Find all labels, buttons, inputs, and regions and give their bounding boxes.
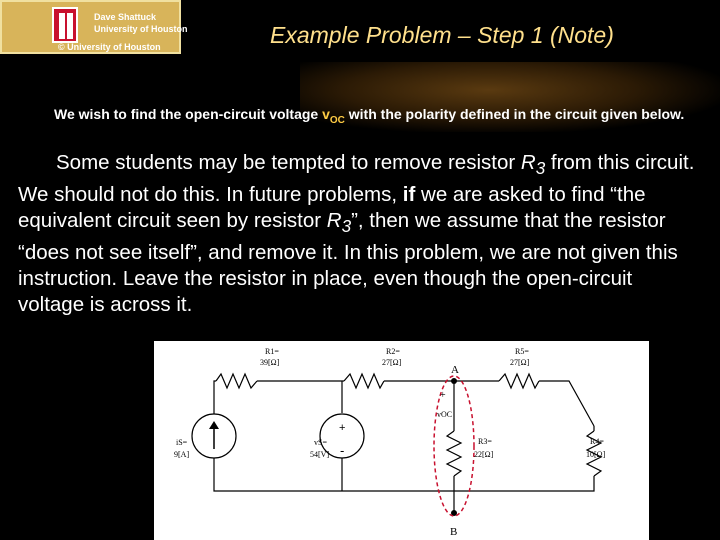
uh-logo-icon — [52, 7, 78, 43]
note-text-4: ”, then we assume that the resistor “does not see itself”, and remove it. In this problem, we are not given this instruction. Leave the resistor in place, even though the open-circuit voltage is across it. — [18, 209, 678, 317]
r5-label: R5= — [515, 347, 529, 356]
r2-value: 27[Ω] — [382, 358, 402, 367]
intro-text-after: with the polarity defined in the circuit given below. — [344, 106, 685, 122]
is-value: 9[A] — [174, 450, 190, 459]
vs-label: vS= — [314, 438, 327, 447]
vs-value: 54[V] — [310, 450, 330, 459]
resistor-symbol: $R_3$ — [520, 151, 546, 179]
r4-value: 10[Ω] — [586, 450, 606, 459]
intro-text-before: We wish to find the open-circuit voltage — [54, 106, 323, 122]
slide-title: Example Problem – Step 1 (Note) — [270, 22, 614, 48]
note-text-3: we are asked to find “the equivalent circuit seen by resistor — [18, 183, 646, 233]
university-logo — [0, 0, 188, 54]
logo-university: University of Houston — [94, 24, 188, 34]
is-label: iS= — [176, 438, 188, 447]
r3-label: R3= — [478, 437, 492, 446]
resistor-symbol-2: $R_3$ — [326, 209, 352, 237]
r2-label: R2= — [386, 347, 400, 356]
r3-resistor — [447, 431, 461, 476]
note-if-emphasis: if — [402, 183, 416, 207]
r5-resistor — [499, 374, 539, 388]
voc-symbol: $v_{OC}$ — [322, 106, 345, 126]
voc-plus: + — [440, 390, 446, 401]
circuit-diagram — [154, 341, 649, 540]
logo-author: Dave Shattuck — [94, 12, 157, 22]
r1-resistor — [216, 374, 257, 388]
note-text-2: from this circuit. We should not do this. In future problems, — [18, 151, 695, 207]
r1-value: 39[Ω] — [260, 358, 280, 367]
note-text-1: Some students may be tempted to remove resistor — [56, 151, 521, 174]
node-a-label: A — [451, 364, 459, 376]
intro-paragraph — [18, 104, 708, 131]
r3-value: 22[Ω] — [474, 450, 494, 459]
r1-label: R1= — [265, 347, 279, 356]
logo-copyright: © University of Houston — [58, 42, 161, 52]
r4-label: R4= — [590, 437, 604, 446]
vs-minus: - — [340, 443, 345, 458]
voc-label: vOC — [437, 410, 453, 419]
vs-plus: + — [339, 422, 346, 434]
r5-value: 27[Ω] — [510, 358, 530, 367]
r2-resistor — [344, 374, 384, 388]
node-b-label: B — [450, 526, 458, 538]
note-paragraph — [18, 150, 698, 318]
